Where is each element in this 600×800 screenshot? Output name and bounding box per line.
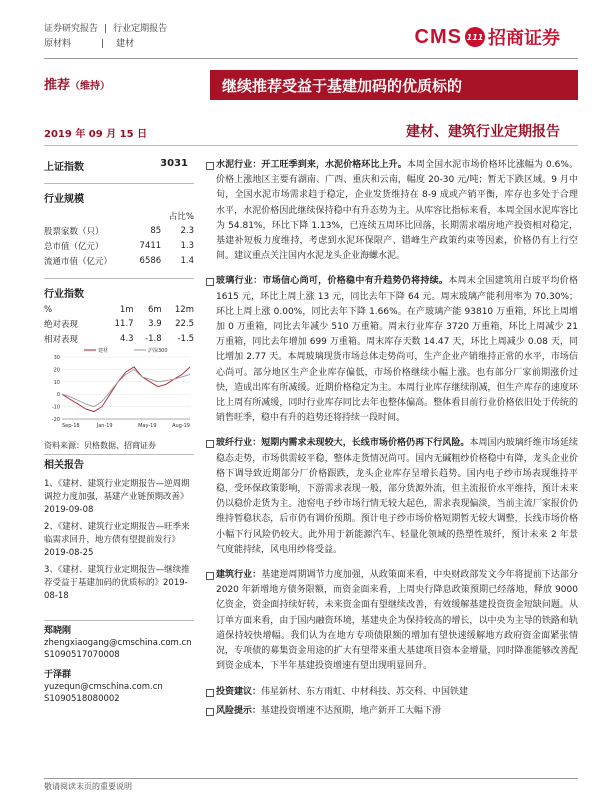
cement-head: 水泥行业：开工旺季到来，水泥价格环比上升。 [216,160,407,170]
rating [44,74,110,93]
y-tick-label: -20 [51,417,60,423]
index-value: 3031 [160,158,188,169]
analyst-name: 于泽群 [44,670,72,680]
chart-svg [44,345,194,435]
scale-header: 占比% [168,211,194,222]
report-date: 2019 年 09 月 15 日 [44,129,148,140]
legend-label: 沪深300 [148,348,168,354]
category-primary: 证券研究报告 [44,24,99,34]
x-tick-label: May-19 [138,423,157,429]
investment-suggestion [206,685,578,700]
analysts [44,620,194,705]
y-tick-label: 30 [53,355,60,361]
scale-title: 行业规模 [44,183,194,205]
category-secondary: 行业定期报告 [113,24,168,34]
table-row: 绝对表现 11.7 3.9 22.5 [44,318,194,330]
logo-en: CMS [414,25,462,48]
related-item[interactable]: 1、《建材、建筑行业定期报告—逆周期调控力度加强，基建产业链预期改善》2019-09-08 [44,479,190,515]
related-title: 相关报告 [44,454,194,472]
glass-paragraph [206,274,578,426]
analyst-email[interactable]: zhengxiaogang@cmschina.com.cn [44,638,192,648]
sector-primary: 原材料 [44,39,72,49]
report-type: 建材、建筑行业定期报告 [406,124,560,140]
table-row: 相对表现 4.3 -1.8 -1.5 [44,333,194,345]
analyst-id: S1090517070008 [44,650,120,660]
y-tick-label: 10 [53,379,60,386]
index-row [44,152,194,173]
series-line-1 [62,369,190,406]
scale-table [44,208,194,268]
data-source: 资料来源：贝格数据、招商证券 [44,441,156,450]
cement-body: 本周全国水泥市场价格环比涨幅为 0.6%。价格上涨地区主要有湖南、广西、重庆和云南，幅度 20-30 元/吨；暂无下跌区域。9 月中旬，全国水泥市场需求趋于稳定，企业发货维持在 8-9 成或产销平衡，库存也多处于合理水平，水泥价格因此继续保持稳中有升态势为主。从库容比指标来看，本周全国水泥库容比为 54.81%，环比下降 1.13%，已连续五周环比回落，长期需求端房地产投资相对稳定，基建补短板力度维持，考虑到水泥环保限产、错峰生产政策约束等因素，价格仍有上行空间。建议重点关注国内水泥龙头企业海螺水泥。 [216,160,578,262]
suggestion-text: 伟星新材、东方雨虹、中材科技、苏交科、中国铁建 [261,686,469,697]
x-tick-label: Aug-19 [172,423,190,429]
rating-label: 推荐 [44,78,71,93]
sector-secondary: 建材 [116,39,135,49]
glass-body: 本周末全国建筑用白玻平均价格 1615 元，环比上周上涨 13 元，同比去年下降 64 元。周末玻璃产能利用率为 70.30%；环比上周上涨 0.00%，同比去年下降 1.66%。在产玻璃产能 93810 万重箱，环比上周增加 0 万重箱，同比去年减少 510 万重箱。周末行业库存 3720 万重箱，环比上周减少 21 万重箱，同比去年增加 699 万重箱。周末库存天数 14.47 天，环比上周减少 0.08 天，同比增加 2.77 天。本周玻璃现货市场总体走势尚可，生产企业产销维持正常的水平，市场信心尚可。部分地区生产企业库存偏低，市场价格继续小幅上涨。也有部分厂家前期涨价过快，造成出库有所减缓。近期价格稳定为主。本周行业库存继续削减，但生产库存的速度环比上周有所减缓，同时行业库存同比去年也整体偏高。整体看目前行业价格依旧处于传统的销售旺季，稳中有升的趋势还将持续一段时间。 [216,276,578,424]
fiberglass-paragraph [206,436,578,558]
legend-label: 建材 [98,348,109,354]
industry-index-chart [44,345,194,435]
logo-seal-icon: 111 [465,27,485,47]
table-row: 股票家数（只） 85 2.3 [44,225,194,237]
y-tick-label: -10 [51,404,60,411]
logo-cn: 招商证券 [488,28,560,49]
related-item[interactable]: 3、《建材、建筑行业定期报告—继续推荐受益于基建加码的优质标的》2019-08-18 [44,565,190,601]
analyst-email[interactable]: yuzequn@cmschina.com.cn [44,682,163,692]
suggestion-label: 投资建议： [216,686,262,697]
glass-head: 玻璃行业：市场信心尚可，价格稳中有升趋势仍将持续。 [216,276,449,287]
analyst-name: 郑晓刚 [44,626,72,636]
y-tick-label: 20 [53,367,60,374]
construction-head: 建筑行业： [216,570,262,581]
related-item[interactable]: 2、《建材、建筑行业定期报告—旺季来临需求回升，地方债有望提前发行》2019-08-25 [44,522,190,558]
index-label: 上证指数 [44,162,84,173]
fiberglass-body: 本周国内玻璃纤维市场延续稳态走势，市场供需较平稳，整体走货情况尚可。国内无碱粗纱价格稳中有降，龙头企业价格下调导致近期部分厂价格跟跌，龙头企业库存呈增长趋势。国内电子纱市场表现维持平稳，受环保政策影响，下游需求表现一般，部分货源外流，但主流报价水平维持，预计未来仍以稳价走货为主。池窑电子纱市场行情无较大起色，需求表现偏淡，当前主流厂家报价仍维持暂稳状态，后市仍有调价预期。预计电子纱市场价格短期暂无较大调整，长线市场价格小幅下行风险仍较大。此外用于新能源汽车、轻量化领域的热塑性玻纤，预计未来 2 年景气度能持续，风电用纱将受益。 [216,438,578,555]
analyst-id: S1090518080002 [44,694,120,704]
title-divider [44,145,578,146]
cement-paragraph [206,158,578,264]
related-reports [44,454,194,607]
risk-label: 风险提示： [216,705,262,716]
perf-title: 行业指数 [44,278,194,300]
perf-table: % 1m 6m 12m 绝对表现 11.7 3.9 22.5 相对表现 4.3 -1.8 -1.5 [44,304,194,345]
footer-note: 敬请阅读末页的重要说明 [44,778,578,792]
risk-warning [206,704,578,719]
table-row: 流通市值（亿元） 6586 1.4 [44,255,194,267]
main-content [206,158,578,723]
table-row: 总市值（亿元） 7411 1.3 [44,240,194,252]
cms-logo [415,24,560,50]
y-tick-label: 0 [56,392,60,399]
header-divider [44,58,578,59]
construction-paragraph [206,568,578,674]
series-line-0 [62,367,190,412]
fiberglass-head: 玻纤行业：短期内需求未现较大，长线市场价格仍再下行风险。 [216,438,470,449]
x-tick-label: Sep-18 [62,423,80,429]
report-title: 继续推荐受益于基建加码的优质标的 [210,70,578,100]
report-category: 证券研究报告 | 行业定期报告 原材料 | 建材 [44,24,168,49]
sidebar [44,152,194,346]
risk-text: 基建投资增速不达预期，地产新开工大幅下滑 [261,705,442,716]
construction-body: 基建逆周期调节力度加强，从政策面来看，中央财政部发文今年将提前下达部分 2020 年新增地方债务限额，而资金面来看，上周央行降息政策预期已经落地，释放 9000 亿资金，资金面持续好转，未来资金面有望继续改善，有效缓解基建投资资金短缺问题。从订单方面来看，由于国内融资环境，基建央企为保持较高的增长，以中央为主导的铁路和轨道保持较快增幅。我们认为在地方专项债限额的增加有望快速缓解地方政府资金面紧张情况，专项债的募集资金用途的扩大有望带来重大基建项目资本金增量，同时降准能够改善配到资金成本，下半年基建投资增速有望出现明显回升。 [216,570,578,672]
x-tick-label: Jan-19 [96,423,113,429]
rating-note: （维持） [70,81,111,92]
